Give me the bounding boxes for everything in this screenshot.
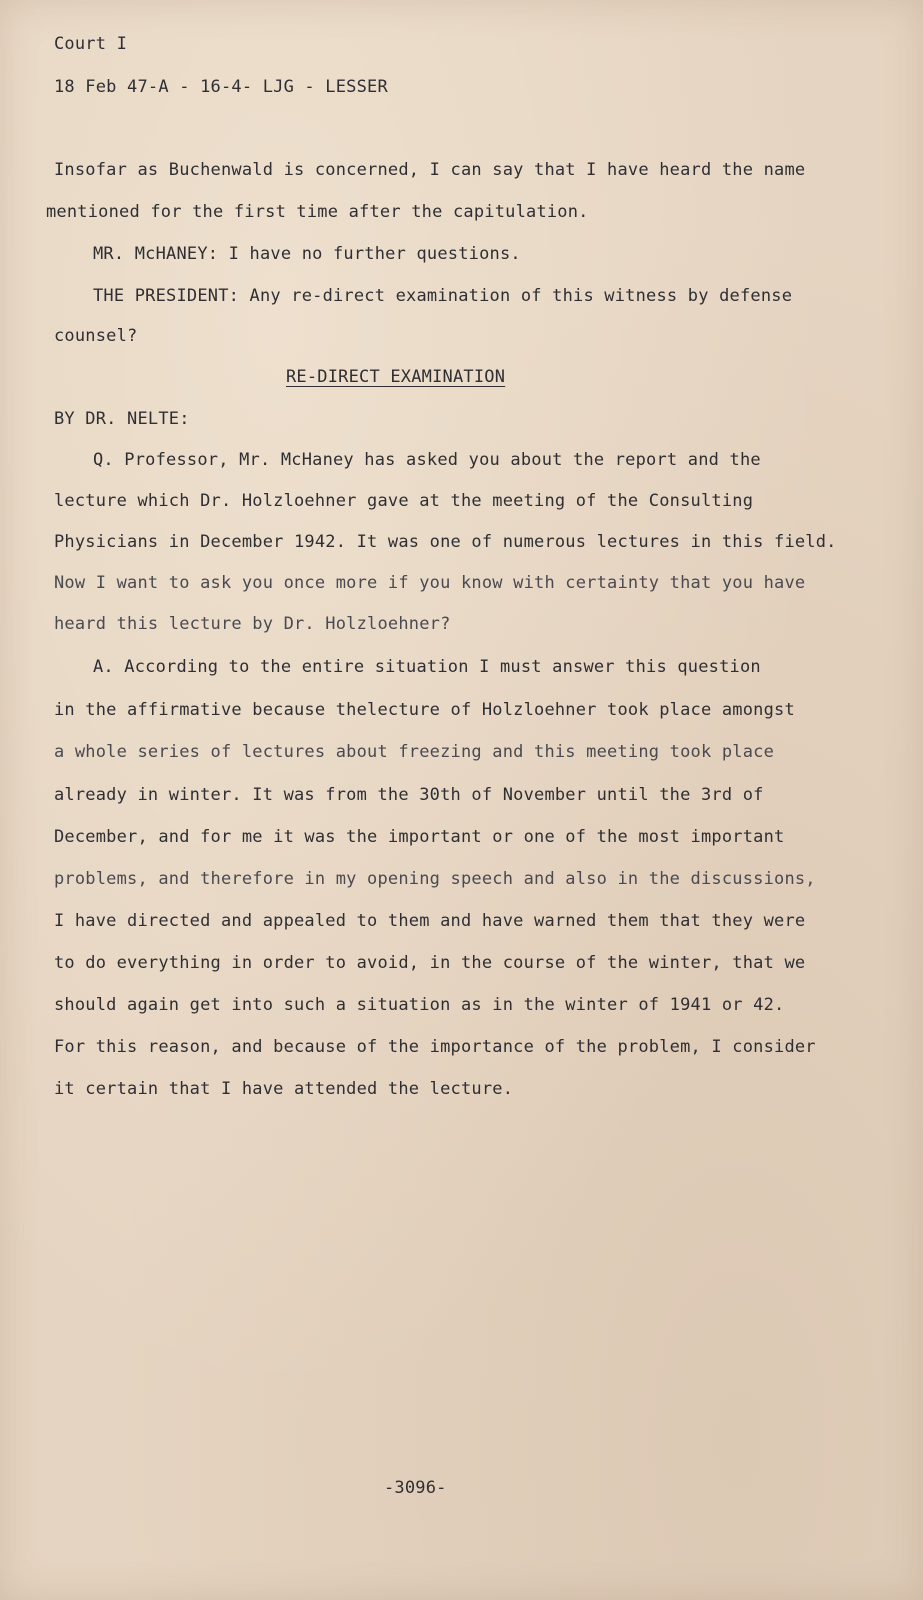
text-line: lecture which Dr. Holzloehner gave at the meeting of the Consulting — [54, 491, 754, 511]
text-line: it certain that I have attended the lecture. — [54, 1079, 514, 1099]
text-line: Now I want to ask you once more if you know with certainty that you have — [54, 573, 806, 593]
text-line: in the affirmative because thelecture of Holzloehner took place amongst — [54, 700, 795, 720]
text-line: Insofar as Buchenwald is concerned, I can say that I have heard the name — [54, 160, 806, 180]
text-line: a whole series of lectures about freezing and this meeting took place — [54, 742, 775, 762]
session-line: 18 Feb 47-A - 16-4- LJG - LESSER — [54, 77, 388, 97]
page-number: -3096- — [384, 1478, 447, 1498]
text-line: For this reason, and because of the importance of the problem, I consider — [54, 1037, 816, 1057]
text-line: December, and for me it was the important or one of the most important — [54, 827, 785, 847]
court-label: Court I — [54, 34, 128, 54]
section-heading: RE-DIRECT EXAMINATION — [286, 367, 506, 387]
text-line: I have directed and appealed to them and have warned them that they were — [54, 911, 806, 931]
text-line: should again get into such a situation as in the winter of 1941 or 42. — [54, 995, 785, 1015]
text-line: counsel? — [54, 326, 138, 346]
text-line: already in winter. It was from the 30th of November until the 3rd of — [54, 785, 764, 805]
text-line: heard this lecture by Dr. Holzloehner? — [54, 614, 451, 634]
text-line: problems, and therefore in my opening speech and also in the discussions, — [54, 869, 816, 889]
text-line: to do everything in order to avoid, in the course of the winter, that we — [54, 953, 806, 973]
text-line: Physicians in December 1942. It was one of numerous lectures in this field. — [54, 532, 837, 552]
speaker-line: THE PRESIDENT: Any re-direct examination of this witness by defense — [93, 286, 793, 306]
question-line: Q. Professor, Mr. McHaney has asked you about the report and the — [93, 450, 761, 470]
text-line: mentioned for the first time after the capitulation. — [46, 202, 589, 222]
answer-line: A. According to the entire situation I must answer this question — [93, 657, 761, 677]
speaker-line: MR. McHANEY: I have no further questions. — [93, 244, 521, 264]
examiner-line: BY DR. NELTE: — [54, 409, 190, 429]
